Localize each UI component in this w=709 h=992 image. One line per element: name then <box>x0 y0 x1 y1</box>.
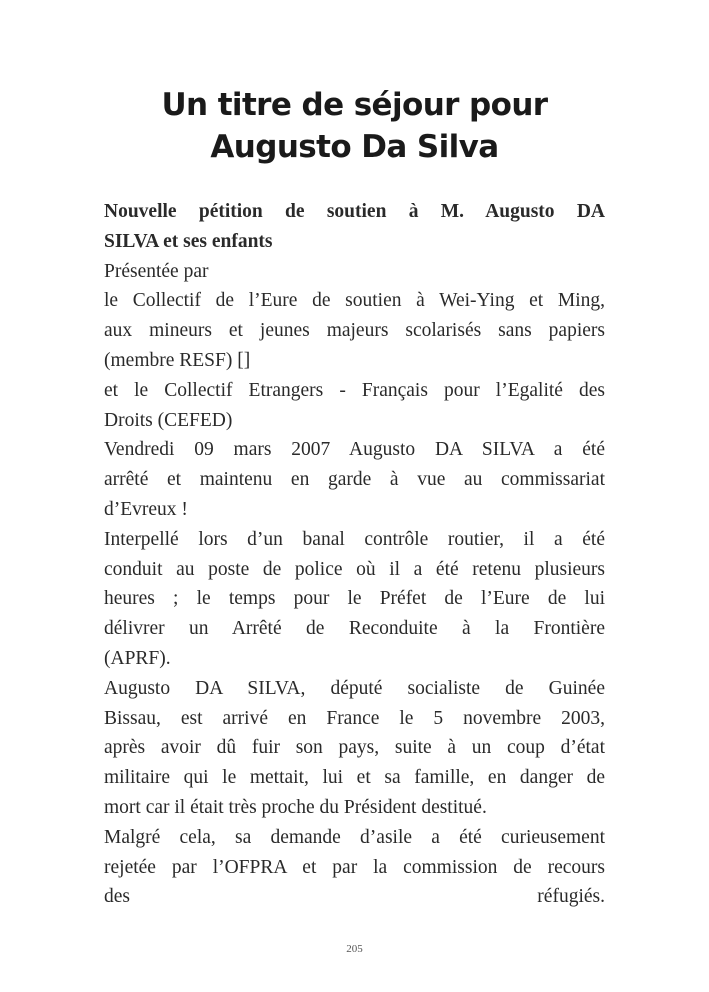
title-line-1: Un titre de séjour pour <box>161 87 548 123</box>
body-line: heures ; le temps pour le Préfet de l’Eure de lui <box>104 588 605 610</box>
body-line: Malgré cela, sa demande d’asile a été curieusement <box>104 826 605 848</box>
body-line: Présentée par <box>104 260 209 282</box>
body-line: Droits (CEFED) <box>104 409 233 431</box>
body-line: (APRF). <box>104 647 171 669</box>
body-line: mort car il était très proche du Président destitué. <box>104 796 487 818</box>
body-line: délivrer un Arrêté de Reconduite à la Frontière <box>104 618 605 640</box>
body-line: des réfugiés. <box>104 886 605 908</box>
body-line: Interpellé lors d’un banal contrôle routier, il a été <box>104 528 605 550</box>
body-line: après avoir dû fuir son pays, suite à un coup d’état <box>104 737 605 759</box>
body-line: Bissau, est arrivé en France le 5 novembre 2003, <box>104 707 605 729</box>
body-line: Vendredi 09 mars 2007 Augusto DA SILVA a été <box>104 439 605 461</box>
body-line: (membre RESF) [] <box>104 349 251 371</box>
body-line: militaire qui le mettait, lui et sa famille, en danger de <box>104 767 605 789</box>
page-title <box>104 84 605 168</box>
body-line: Nouvelle pétition de soutien à M. Augusto DA <box>104 201 605 222</box>
body-line: le Collectif de l’Eure de soutien à Wei-Ying et Ming, <box>104 290 605 312</box>
page-number: 205 <box>346 943 363 955</box>
body-line: SILVA et ses enfants <box>104 230 273 252</box>
body-line: aux mineurs et jeunes majeurs scolarisés sans papiers <box>104 320 605 342</box>
body-line: d’Evreux ! <box>104 498 188 520</box>
body-line: Augusto DA SILVA, député socialiste de Guinée <box>104 677 605 699</box>
body-line: arrêté et maintenu en garde à vue au commissariat <box>104 469 605 491</box>
body-line: rejetée par l’OFPRA et par la commission de recours <box>104 856 605 878</box>
title-line-2: Augusto Da Silva <box>210 129 499 165</box>
article-body <box>104 197 605 912</box>
body-line: conduit au poste de police où il a été retenu plusieurs <box>104 558 605 580</box>
body-line: et le Collectif Etrangers - Français pour l’Egalité des <box>104 379 605 401</box>
